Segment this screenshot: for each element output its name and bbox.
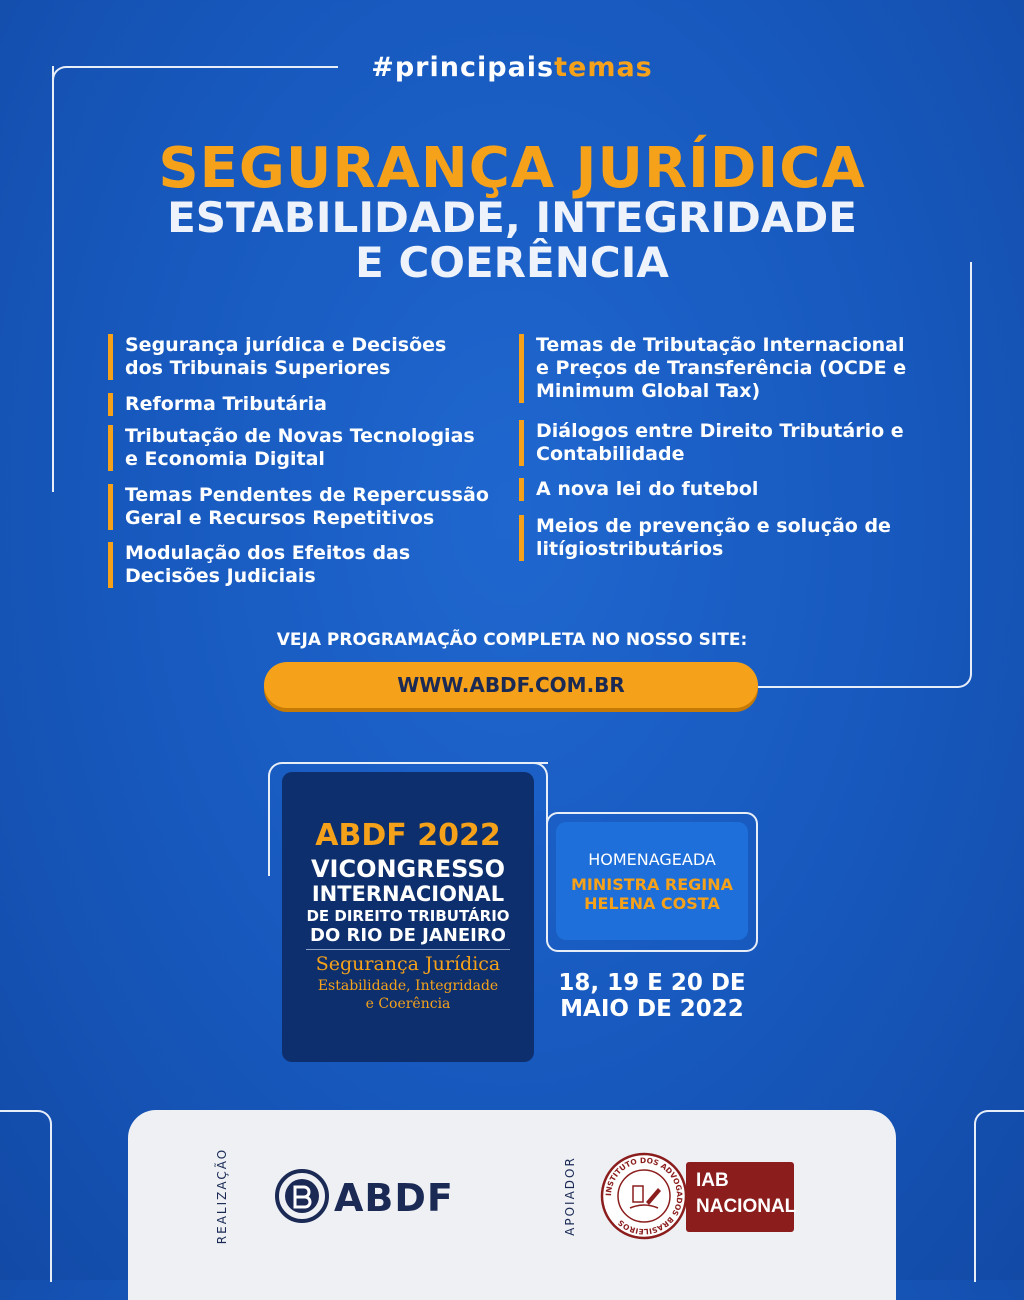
decorative-frame-right	[756, 262, 972, 688]
event-theme-sub-line: e Coerência	[365, 996, 451, 1012]
event-divider	[306, 949, 510, 950]
event-line-3: DE DIREITO TRIBUTÁRIO	[306, 907, 510, 925]
event-dates	[556, 970, 748, 1022]
subtitle-line-2: E COERÊNCIA	[355, 238, 669, 287]
topic-line: dos Tribunais Superiores	[125, 357, 391, 379]
topic-line: Reforma Tributária	[125, 393, 327, 415]
abdf-logo-icon	[274, 1168, 330, 1224]
honoree-name-line: HELENA COSTA	[584, 894, 720, 913]
subtitle	[0, 195, 1024, 285]
website-button[interactable]: WWW.ABDF.COM.BR	[264, 662, 758, 708]
topic-item	[519, 334, 906, 403]
hashtag-prefix: #principais	[371, 52, 555, 83]
hashtag-header	[0, 52, 1024, 83]
topic-item	[108, 334, 446, 380]
iab-seal-icon	[600, 1152, 688, 1240]
decorative-frame-bottom-left	[0, 1110, 52, 1282]
topic-item	[108, 484, 489, 530]
subtitle-line-1: ESTABILIDADE, INTEGRIDADE	[167, 193, 857, 242]
topic-line: e Preços de Transferência (OCDE e	[536, 357, 907, 379]
svg-text:INSTITUTO DOS ADVOGADOS BRASIL: INSTITUTO DOS ADVOGADOS BRASILEIROS	[603, 1155, 685, 1237]
abdf-logo-text: ABDF	[334, 1176, 454, 1220]
topic-line: Temas Pendentes de Repercussão	[125, 484, 489, 506]
topic-line: Diálogos entre Direito Tributário e	[536, 420, 904, 442]
topic-item	[108, 425, 475, 471]
topic-item	[108, 393, 327, 416]
topic-line: Decisões Judiciais	[125, 565, 316, 587]
topic-item	[519, 420, 904, 466]
event-line-4: DO RIO DE JANEIRO	[310, 925, 506, 946]
topic-line: A nova lei do futebol	[536, 478, 759, 500]
event-theme: Segurança Jurídica	[315, 953, 501, 975]
dates-line: 18, 19 E 20 DE	[558, 970, 746, 996]
topic-line: Modulação dos Efeitos das	[125, 542, 411, 564]
topic-line: Tributação de Novas Tecnologias	[125, 425, 475, 447]
topic-line: Segurança jurídica e Decisões	[125, 334, 447, 356]
dates-line: MAIO DE 2022	[560, 996, 744, 1022]
event-theme-sub-line: Estabilidade, Integridade	[317, 978, 499, 994]
iab-logo-text-2: NACIONAL	[696, 1196, 797, 1217]
topic-line: litígiostributários	[536, 538, 724, 560]
event-line-2: INTERNACIONAL	[311, 882, 505, 906]
topic-line: Meios de prevenção e solução de	[536, 515, 891, 537]
iab-logo-text-1: IAB	[696, 1170, 729, 1191]
honoree-label: HOMENAGEADA	[588, 850, 716, 869]
event-line-1: VICONGRESSO	[310, 855, 506, 883]
hashtag-highlight: temas	[554, 52, 653, 83]
main-title: SEGURANÇA JURÍDICA	[158, 136, 866, 201]
topic-line: Minimum Global Tax)	[536, 380, 761, 402]
honoree-name-line: MINISTRA REGINA	[570, 875, 734, 894]
decorative-frame-bottom-right	[974, 1110, 1024, 1282]
apoiador-label: APOIADOR	[563, 1156, 577, 1236]
event-year: ABDF 2022	[315, 818, 501, 853]
topic-line: e Economia Digital	[125, 448, 325, 470]
topic-item	[108, 542, 410, 588]
honoree-name	[556, 875, 748, 913]
topic-line: Contabilidade	[536, 443, 685, 465]
topic-item	[519, 515, 891, 561]
cta-text: VEJA PROGRAMAÇÃO COMPLETA NO NOSSO SITE:	[276, 630, 748, 650]
event-theme-sub	[282, 977, 534, 1013]
topic-item	[519, 478, 758, 501]
topic-line: Geral e Recursos Repetitivos	[125, 507, 435, 529]
realizacao-label: REALIZAÇÃO	[215, 1147, 229, 1245]
topic-line: Temas de Tributação Internacional	[536, 334, 905, 356]
